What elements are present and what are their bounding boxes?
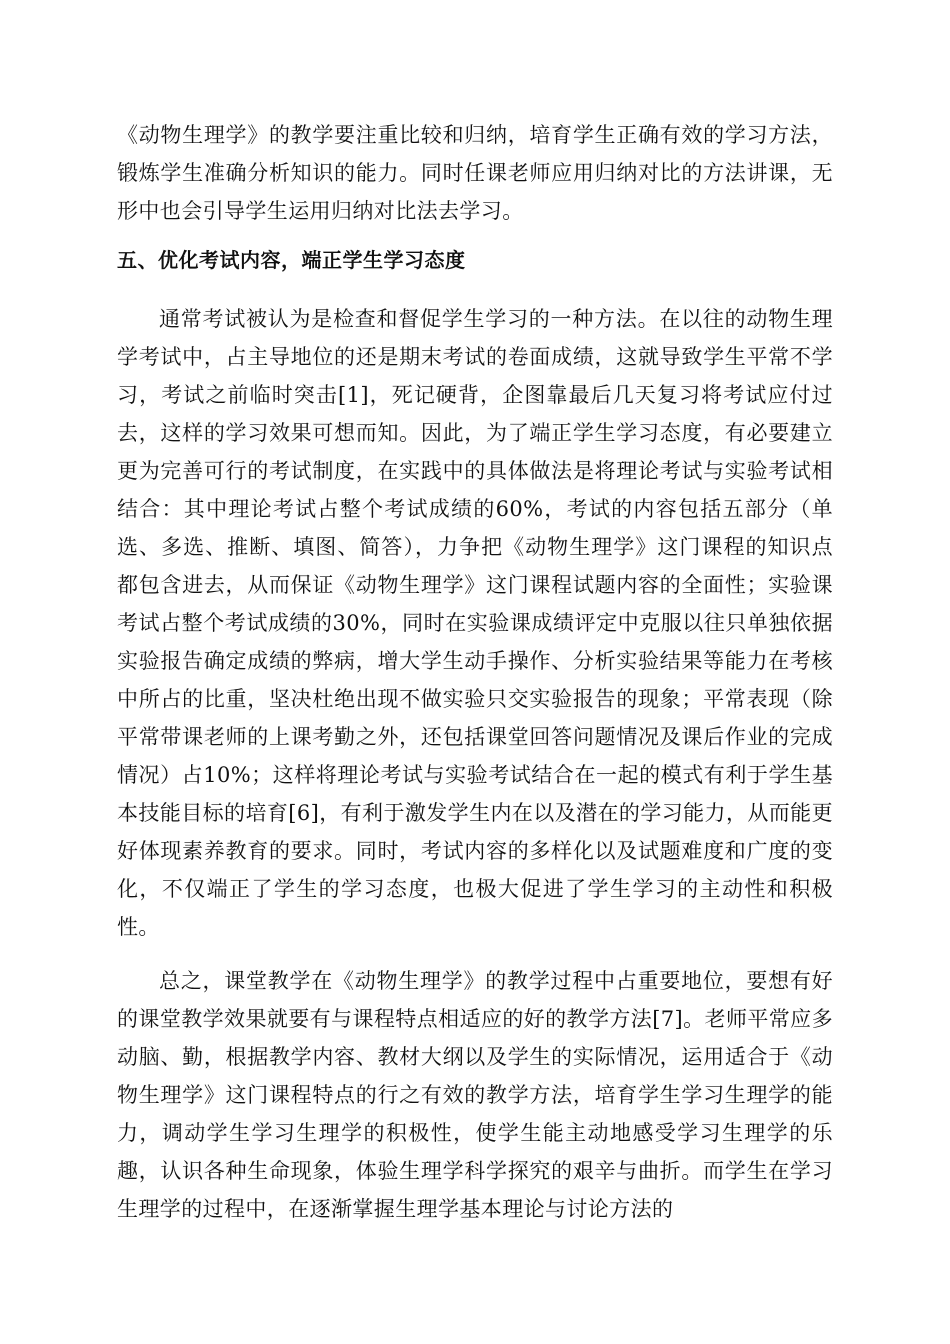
body-paragraph: 通常考试被认为是检查和督促学生学习的一种方法。在以往的动物生理学考试中，占主导地位的还是期末考试的卷面成绩，这就导致学生平常不学习，考试之前临时突击[1]，死记硬背，企图靠最后几天复习将考试应付过去，这样的学习效果可想而知。因此，为了端正学生学习态度，有必要建立更为完善可行的考试制度，在实践中的具体做法是将理论考试与实验考试相结合：其中理论考试占整个考试成绩的60%，考试的内容包括五部分（单选、多选、推断、填图、简答），力争把《动物生理学》这门课程的知识点都包含进去，从而保证《动物生理学》这门课程试题内容的全面性；实验课考试占整个考试成绩的30%，同时在实验课成绩评定中克服以往只单独依据实验报告确定成绩的弊病，增大学生动手操作、分析实验结果等能力在考核中所占的比重，坚决杜绝出现不做实验只交实验报告的现象；平常表现（除平常带课老师的上课考勤之外，还包括课堂回答问题情况及课后作业的完成情况）占10%；这样将理论考试与实验考试结合在一起的模式有利于学生基本技能目标的培育[6]，有利于激发学生内在以及潜在的学习能力，从而能更好体现素养教育的要求。同时，考试内容的多样化以及试题难度和广度的变化，不仅端正了学生的学习态度，也极大促进了学生学习的主动性和积极性。 xyxy=(117,307,833,939)
section-heading: 五、优化考试内容，端正学生学习态度 xyxy=(117,248,466,272)
body-paragraph: 《动物生理学》的教学要注重比较和归纳，培育学生正确有效的学习方法，锻炼学生准确分析知识的能力。同时任课老师应用归纳对比的方法讲课，无形中也会引导学生运用归纳对比法去学习。 xyxy=(117,123,833,223)
body-paragraph: 总之，课堂教学在《动物生理学》的教学过程中占重要地位，要想有好的课堂教学效果就要有与课程特点相适应的好的教学方法[7]。老师平常应多动脑、勤，根据教学内容、教材大纲以及学生的实际情况，运用适合于《动物生理学》这门课程特点的行之有效的教学方法，培育学生学习生理学的能力，调动学生学习生理学的积极性，使学生能主动地感受学习生理学的乐趣，认识各种生命现象，体验生理学科学探究的艰辛与曲折。而学生在学习生理学的过程中，在逐渐掌握生理学基本理论与讨论方法的 xyxy=(117,969,833,1221)
